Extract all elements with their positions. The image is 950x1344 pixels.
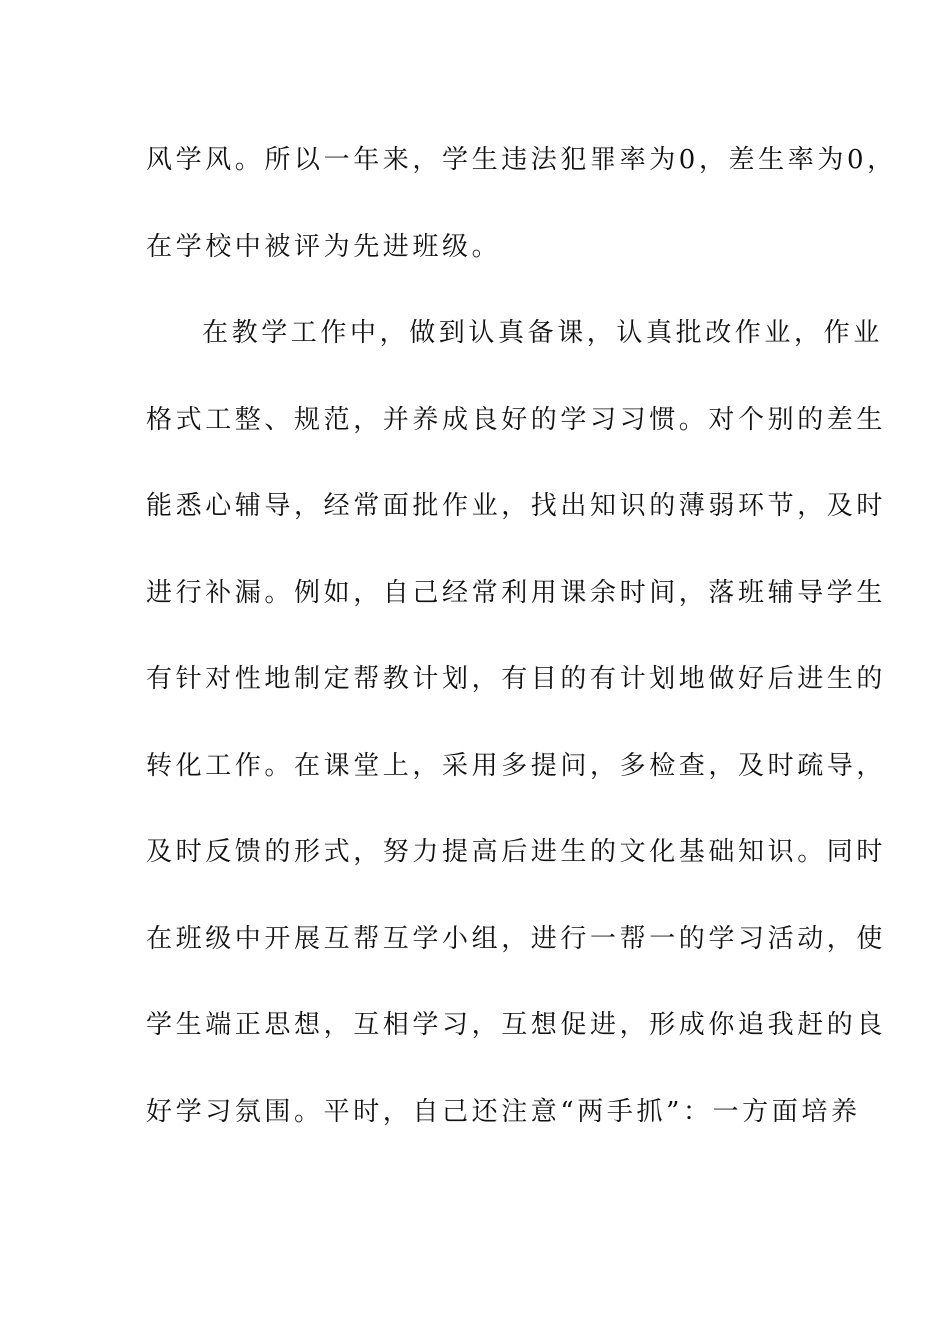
text-line: 格式工整、规范，并养成良好的学习习惯。对个别的差生 xyxy=(146,404,887,435)
text-line: 好学习氛围。平时，自己还注意“两手抓”：一方面培养 xyxy=(146,1096,861,1127)
text-line: 学生端正思想，互相学习，互想促进，形成你追我赶的良 xyxy=(146,1010,887,1040)
text-line: 在班级中开展互帮互学小组，进行一帮一的学习活动，使 xyxy=(146,923,887,954)
text-line: 能悉心辅导，经常面批作业，找出知识的薄弱环节，及时 xyxy=(146,491,887,521)
text-line: 在学校中被评为先进班级。 xyxy=(146,231,502,262)
text-line: 进行补漏。例如，自己经常利用课余时间，落班辅导学生 xyxy=(146,577,887,608)
document-body xyxy=(146,134,897,1172)
paragraph-first-line: 在教学工作中，做到认真备课，认真批改作业，作业 xyxy=(202,318,883,348)
text-line: 转化工作。在课堂上，采用多提问，多检查，及时疏导， xyxy=(146,750,887,781)
text-line: 及时反馈的形式，努力提高后进生的文化基础知识。同时 xyxy=(146,837,887,867)
text-line: 风学风。所以一年来，学生违法犯罪率为0，差生率为0， xyxy=(146,145,897,175)
text-line: 有针对性地制定帮教计划，有目的有计划地做好后进生的 xyxy=(146,664,887,694)
